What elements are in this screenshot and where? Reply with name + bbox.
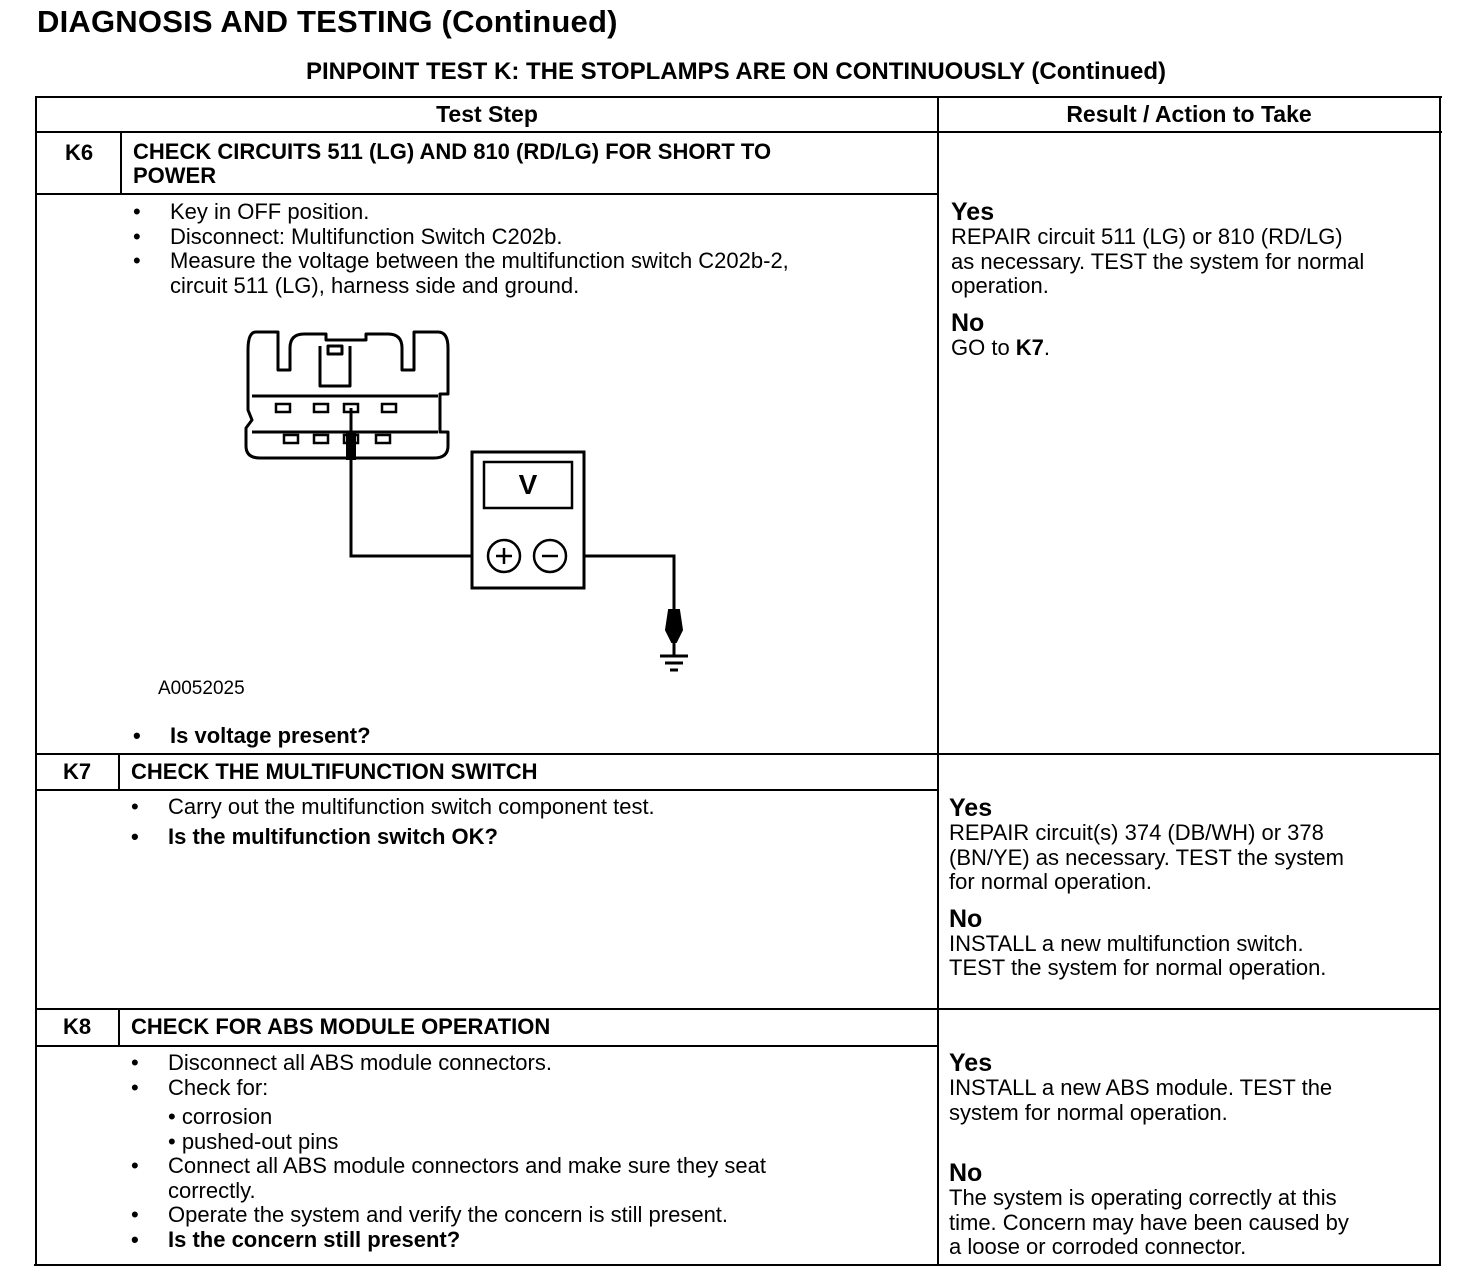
k6-bullet: • Key in OFF position. [133,200,789,225]
k7-bullet: • Carry out the multifunction switch component test. [131,795,655,820]
k6-yes-label: Yes [951,198,995,226]
header-bottom-border [36,131,1442,133]
plus-terminal-icon [496,548,512,564]
k8-title-divider [36,1045,938,1047]
step-id-k8: K8 [62,1014,92,1039]
k8-bullet: • Connect all ABS module connectors and make sure they seat [131,1154,766,1179]
step-title-k7: CHECK THE MULTIFUNCTION SWITCH [131,759,538,784]
col-header-test-step: Test Step [436,101,538,127]
k8-sub-bullet: • pushed-out pins [168,1128,339,1154]
k8-sub-bullet: • corrosion [168,1104,273,1129]
step-id-k6: K6 [64,140,94,165]
k6-bullet-continuation: circuit 511 (LG), harness side and ground. [170,272,580,298]
k7-yes-label: Yes [949,794,993,822]
k7-result [949,795,1344,981]
k8-bullet: • Check for: [131,1076,766,1101]
pinpoint-test-title: PINPOINT TEST K: THE STOPLAMPS ARE ON CONTINUOUSLY (Continued) [305,58,1167,85]
k6-id-divider [120,131,122,194]
k6-yes-line: REPAIR circuit 511 (LG) or 810 (RD/LG) [951,224,1343,249]
probe-lead [346,408,473,556]
table-right-border [1439,96,1441,1266]
k6-voltmeter-diagram [230,320,710,690]
k6-no-prefix: GO to [951,334,1016,360]
step-id-k7: K7 [62,759,92,784]
k7-yes-line: (BN/YE) as necessary. TEST the system [949,844,1344,870]
k8-result [949,1050,1349,1260]
table-top-border [36,96,1442,98]
k6-title-divider [36,193,938,195]
step-title-k6-line-2: POWER [133,163,217,188]
k7-k8-divider [36,1008,1440,1010]
k7-title-divider [36,789,938,791]
k8-instructions [131,1051,766,1252]
table-bottom-border [34,1264,1440,1266]
k6-figure-id: A0052025 [158,678,245,699]
k8-bullet-continuation: correctly. [168,1177,256,1203]
k6-bullet: • Measure the voltage between the multifunction switch C202b-2, [133,249,789,274]
col-header-result: Result / Action to Take [1066,101,1312,127]
k7-no-line: INSTALL a new multifunction switch. [949,930,1304,956]
k7-question: • Is the multifunction switch OK? [131,825,655,850]
k6-question-block [133,724,371,749]
k7-yes-line: for normal operation. [949,869,1152,894]
k6-question: • Is voltage present? [133,724,371,749]
k6-instructions [133,200,789,298]
k8-bullet: • Operate the system and verify the concern is still present. [131,1203,766,1228]
step-title-k6-line-1: CHECK CIRCUITS 511 (LG) AND 810 (RD/LG) FOR SHORT TO [133,139,772,164]
table-left-border [35,96,37,1266]
k8-yes-label: Yes [949,1049,993,1077]
k8-bullet: • Disconnect all ABS module connectors. [131,1051,766,1076]
k6-no-suffix: . [1043,334,1051,360]
k8-id-divider [118,1008,120,1046]
k7-no-label: No [949,904,983,933]
k7-instructions [131,795,655,849]
k8-no-line: time. Concern may have been caused by [949,1209,1349,1235]
ground-symbol-icon [660,656,688,670]
step-title-k6 [133,140,771,188]
k6-yes-line: operation. [951,273,1049,298]
step-title-k8: CHECK FOR ABS MODULE OPERATION [131,1014,551,1039]
k6-k7-divider [36,753,1440,755]
k7-no-line: TEST the system for normal operation. [949,955,1327,980]
k7-id-divider [118,753,120,790]
k8-no-line: The system is operating correctly at this [949,1185,1337,1210]
k6-no-line [951,336,1364,361]
k6-bullet: • Disconnect: Multifunction Switch C202b. [133,225,789,250]
k8-no-label: No [949,1159,983,1187]
k6-no-label: No [951,308,985,337]
k6-no-target: K7 [1015,334,1044,360]
k7-yes-line: REPAIR circuit(s) 374 (DB/WH) or 378 [949,820,1324,845]
voltmeter-icon [472,452,584,588]
k6-result [951,199,1364,360]
column-divider [937,96,939,1266]
meter-v-label: V [518,469,538,500]
k8-question: • Is the concern still present? [131,1228,766,1253]
k8-yes-line: INSTALL a new ABS module. TEST the [949,1075,1333,1100]
page-heading: DIAGNOSIS AND TESTING (Continued) [37,4,618,39]
connector-pin-cavities [276,404,396,443]
k8-no-line: a loose or corroded connector. [949,1234,1247,1259]
ground-lead [584,556,682,656]
k8-yes-line: system for normal operation. [949,1099,1228,1125]
k6-yes-line: as necessary. TEST the system for normal [951,248,1365,274]
